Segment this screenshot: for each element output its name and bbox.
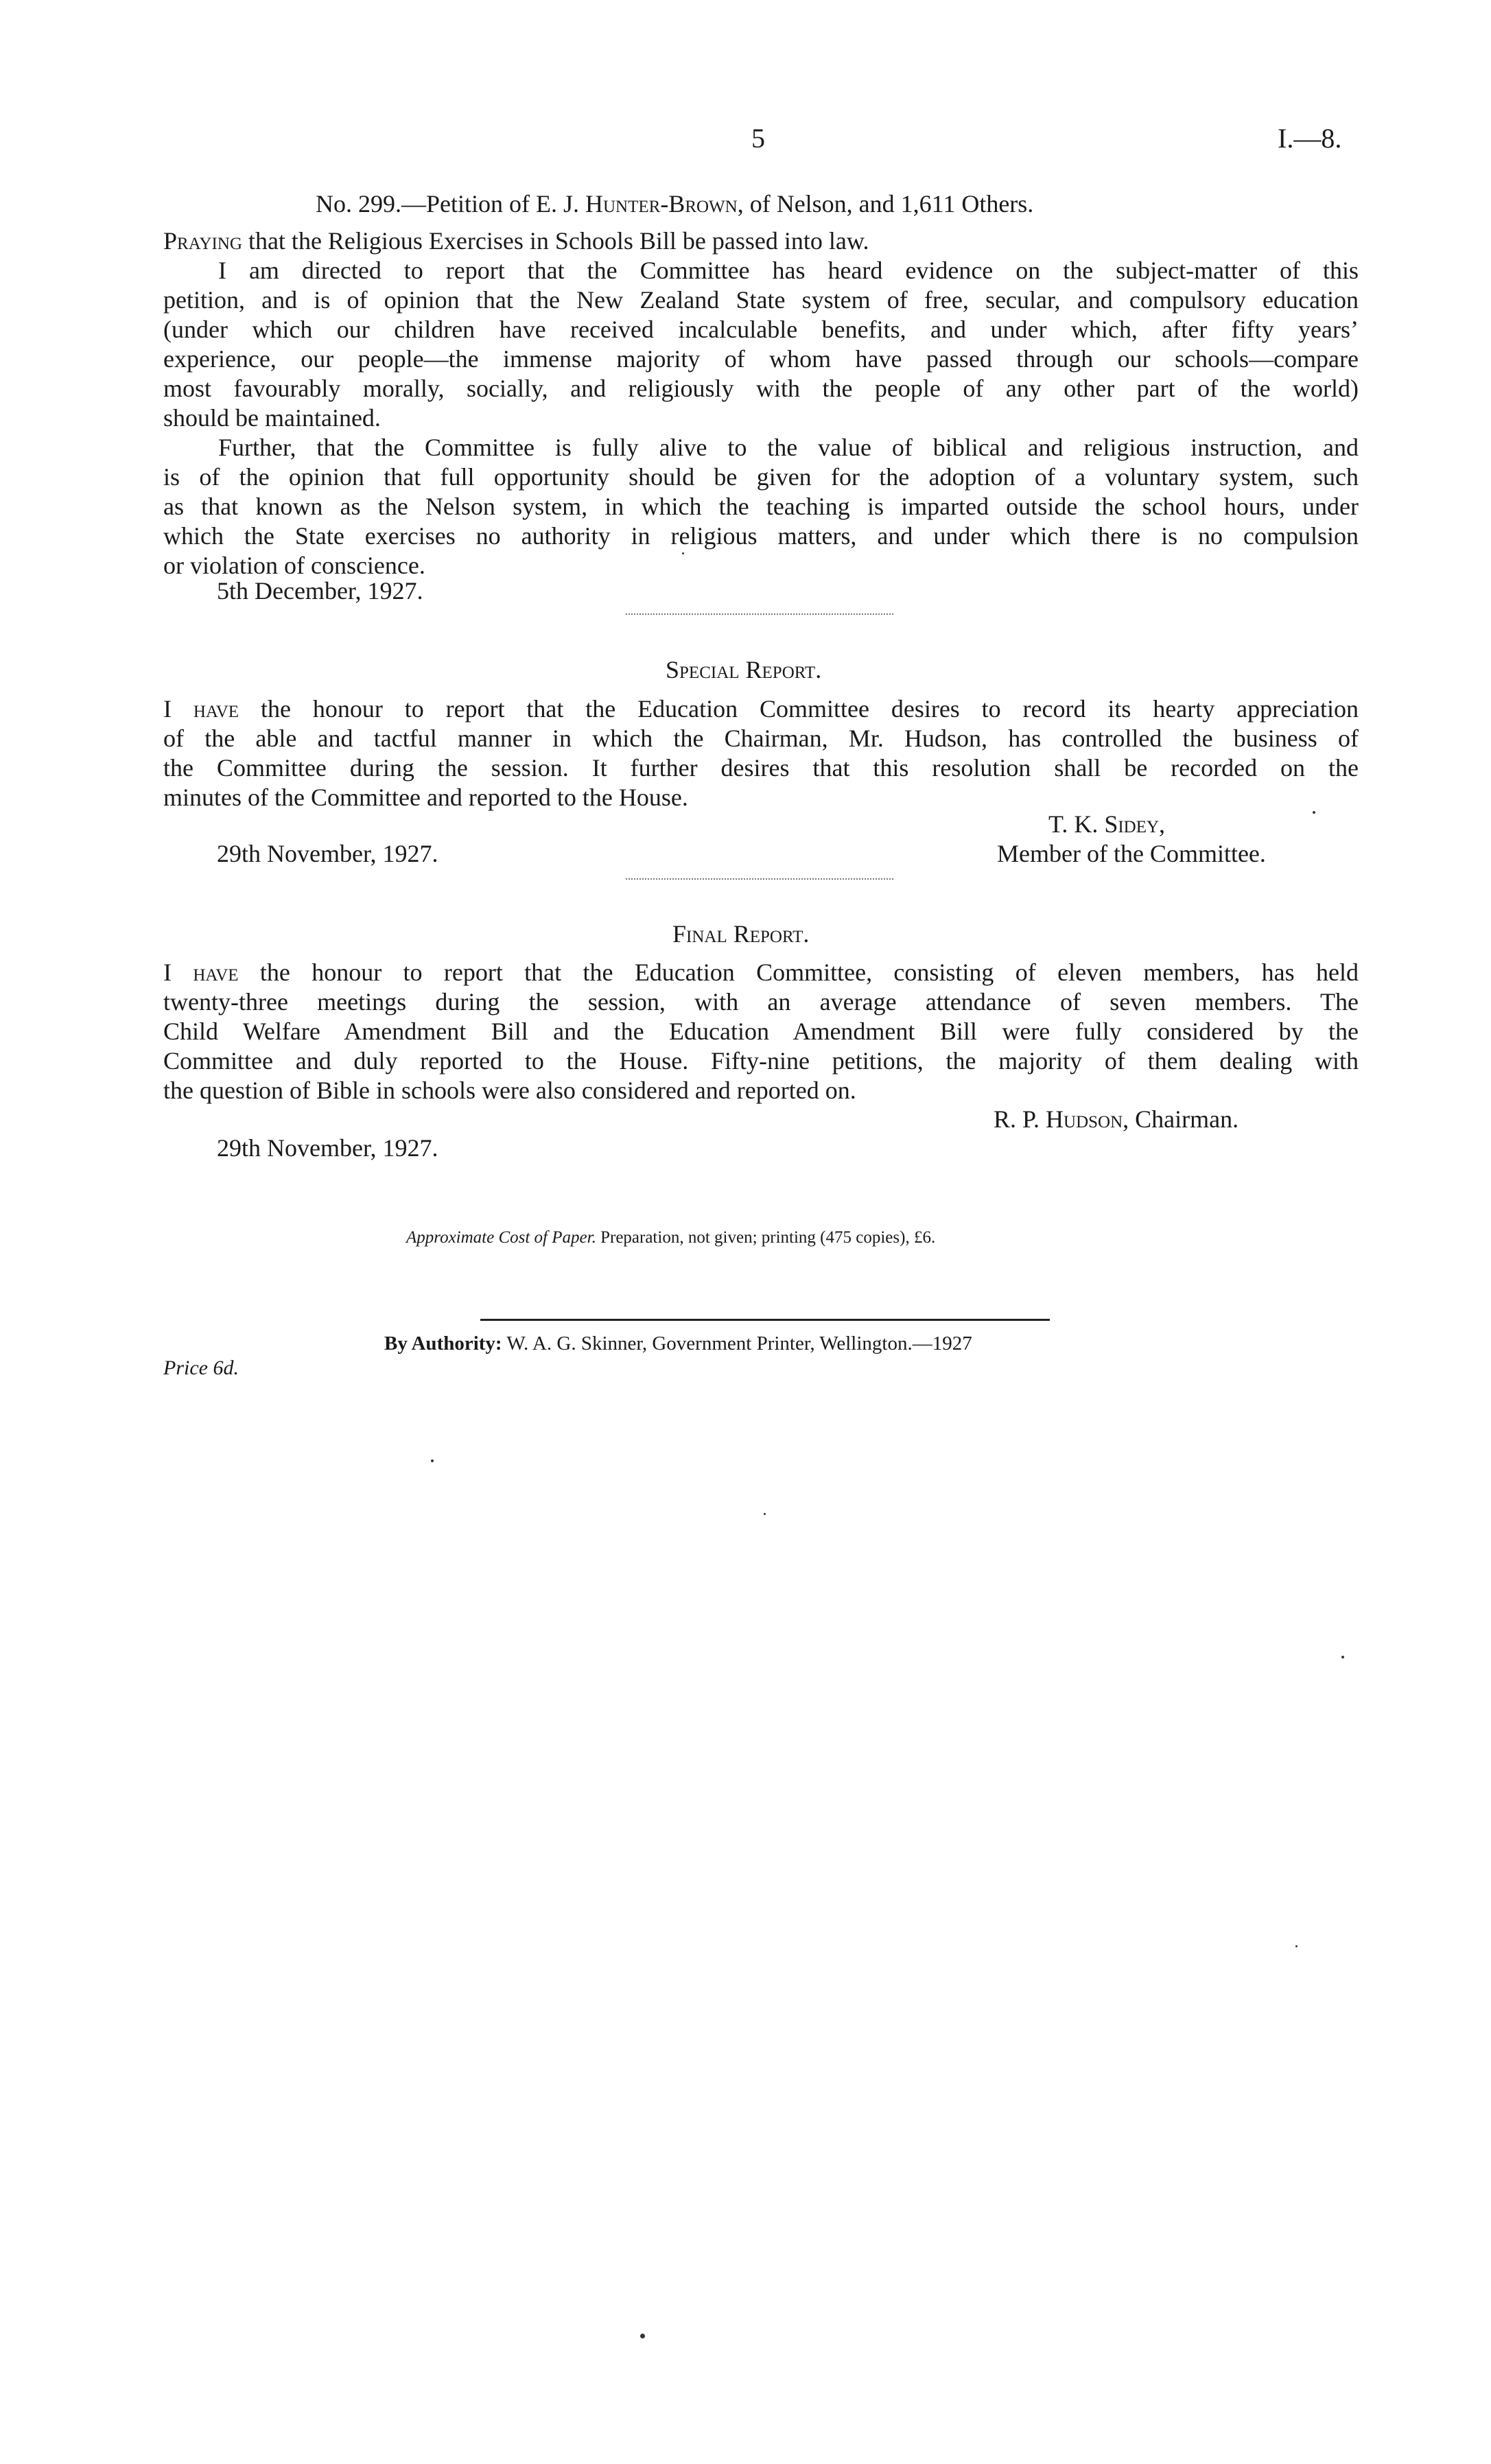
authority-label: By Authority: [384, 1333, 502, 1354]
text-line: Child Welfare Amendment Bill and the Education Amendment Bill were fully considered by the [163, 1018, 1359, 1045]
lead-word: I have [163, 959, 239, 986]
text-line: the Committee during the session. It further desires that this resolution shall be recorded on the [163, 754, 1359, 782]
authority-detail: W. A. G. Skinner, Government Printer, Wellington.—1927 [502, 1333, 972, 1354]
page-number: 5 [751, 123, 765, 154]
price: Price 6d. [163, 1357, 239, 1379]
special-report-body [163, 694, 1359, 812]
text-line: the question of Bible in schools were also considered and reported on. [163, 1077, 856, 1104]
text-line: I am directed to report that the Committee has heard evidence on the subject-matter of this [218, 257, 1359, 284]
document-reference: I.—8. [1278, 123, 1342, 154]
signatory-prefix: R. P. [994, 1105, 1046, 1133]
section-divider [626, 878, 893, 880]
scan-speck [1295, 1945, 1298, 1947]
text-line: Further, that the Committee is fully alive to the value of biblical and religious instruction, and [218, 434, 1359, 461]
signatory-name: Hudson [1046, 1105, 1123, 1133]
special-report-title: Special Report. [666, 656, 822, 683]
scan-speck [431, 1459, 434, 1462]
petition-date: 5th December, 1927. [217, 577, 423, 605]
petitioner-name: Hunter-Brown [585, 190, 738, 218]
scan-speck [764, 1513, 766, 1515]
text-line: should be maintained. [163, 404, 381, 432]
text-line: as that known as the Nelson system, in which the teaching is imparted outside the school hours, under [163, 493, 1359, 520]
printer-authority [384, 1333, 972, 1355]
section-divider [626, 613, 893, 615]
final-report-body [163, 958, 1359, 1105]
text-line: (under which our children have received incalculable benefits, and under which, after fifty years’ [163, 316, 1359, 343]
text-line [163, 958, 1359, 987]
scan-speck [1341, 1656, 1344, 1658]
petition-heading [316, 189, 1033, 219]
text-line: minutes of the Committee and reported to the House. [163, 784, 688, 811]
text-line [163, 694, 1359, 724]
text-line: experience, our people—the immense majority of whom have passed through our schools—compare [163, 345, 1359, 373]
text-line: of the able and tactful manner in which the Chairman, Mr. Hudson, has controlled the business of [163, 725, 1359, 752]
text-line: Committee and duly reported to the House. Fifty-nine petitions, the majority of them dealing with [163, 1047, 1359, 1075]
scan-speck [1313, 811, 1315, 814]
special-report-date: 29th November, 1927. [217, 840, 438, 867]
cost-of-paper [406, 1228, 935, 1247]
text-line: is of the opinion that full opportunity should be given for the adoption of a voluntary system, such [163, 463, 1359, 491]
special-report-signatory-role: Member of the Committee. [997, 840, 1266, 867]
praying-text: that the Religious Exercises in Schools Bill be passed into law. [242, 227, 869, 255]
final-report-date: 29th November, 1927. [217, 1134, 438, 1162]
final-report-signatory [994, 1105, 1238, 1134]
final-report-title: Final Report. [672, 920, 810, 948]
text-line: most favourably morally, socially, and religiously with the people of any other part of the world) [163, 375, 1359, 402]
special-report-signatory-name: T. K. Sidey, [1048, 810, 1166, 838]
petition-heading-suffix: , of Nelson, and 1,611 Others. [737, 190, 1034, 218]
petition-paragraph-1 [163, 256, 1359, 433]
cost-label: Approximate Cost of Paper. [406, 1228, 596, 1247]
praying-line [163, 226, 869, 256]
text-line: which the State exercises no authority in religious matters, and under which there is no compulsion [163, 522, 1359, 550]
praying-word: Praying [163, 227, 242, 255]
signatory-suffix: , Chairman. [1123, 1105, 1239, 1133]
lead-line-text: the honour to report that the Education Committee desires to record its hearty appreciation [239, 695, 1359, 723]
petition-paragraph-2 [163, 433, 1359, 580]
petition-heading-prefix: No. 299.—Petition of E. J. [316, 190, 585, 218]
cost-detail: Preparation, not given; printing (475 copies), £6. [596, 1228, 936, 1247]
scan-speck [640, 2334, 645, 2338]
lead-line-text: the honour to report that the Education Committee, consisting of eleven members, has held [238, 959, 1359, 986]
lead-word: I have [163, 695, 239, 723]
text-line: twenty-three meetings during the session, with an average attendance of seven members. The [163, 988, 1359, 1016]
text-line: or violation of conscience. [163, 552, 425, 579]
footer-rule [480, 1319, 1050, 1321]
text-line: petition, and is of opinion that the New Zealand State system of free, secular, and compulsory education [163, 286, 1359, 314]
scan-speck [682, 552, 684, 554]
